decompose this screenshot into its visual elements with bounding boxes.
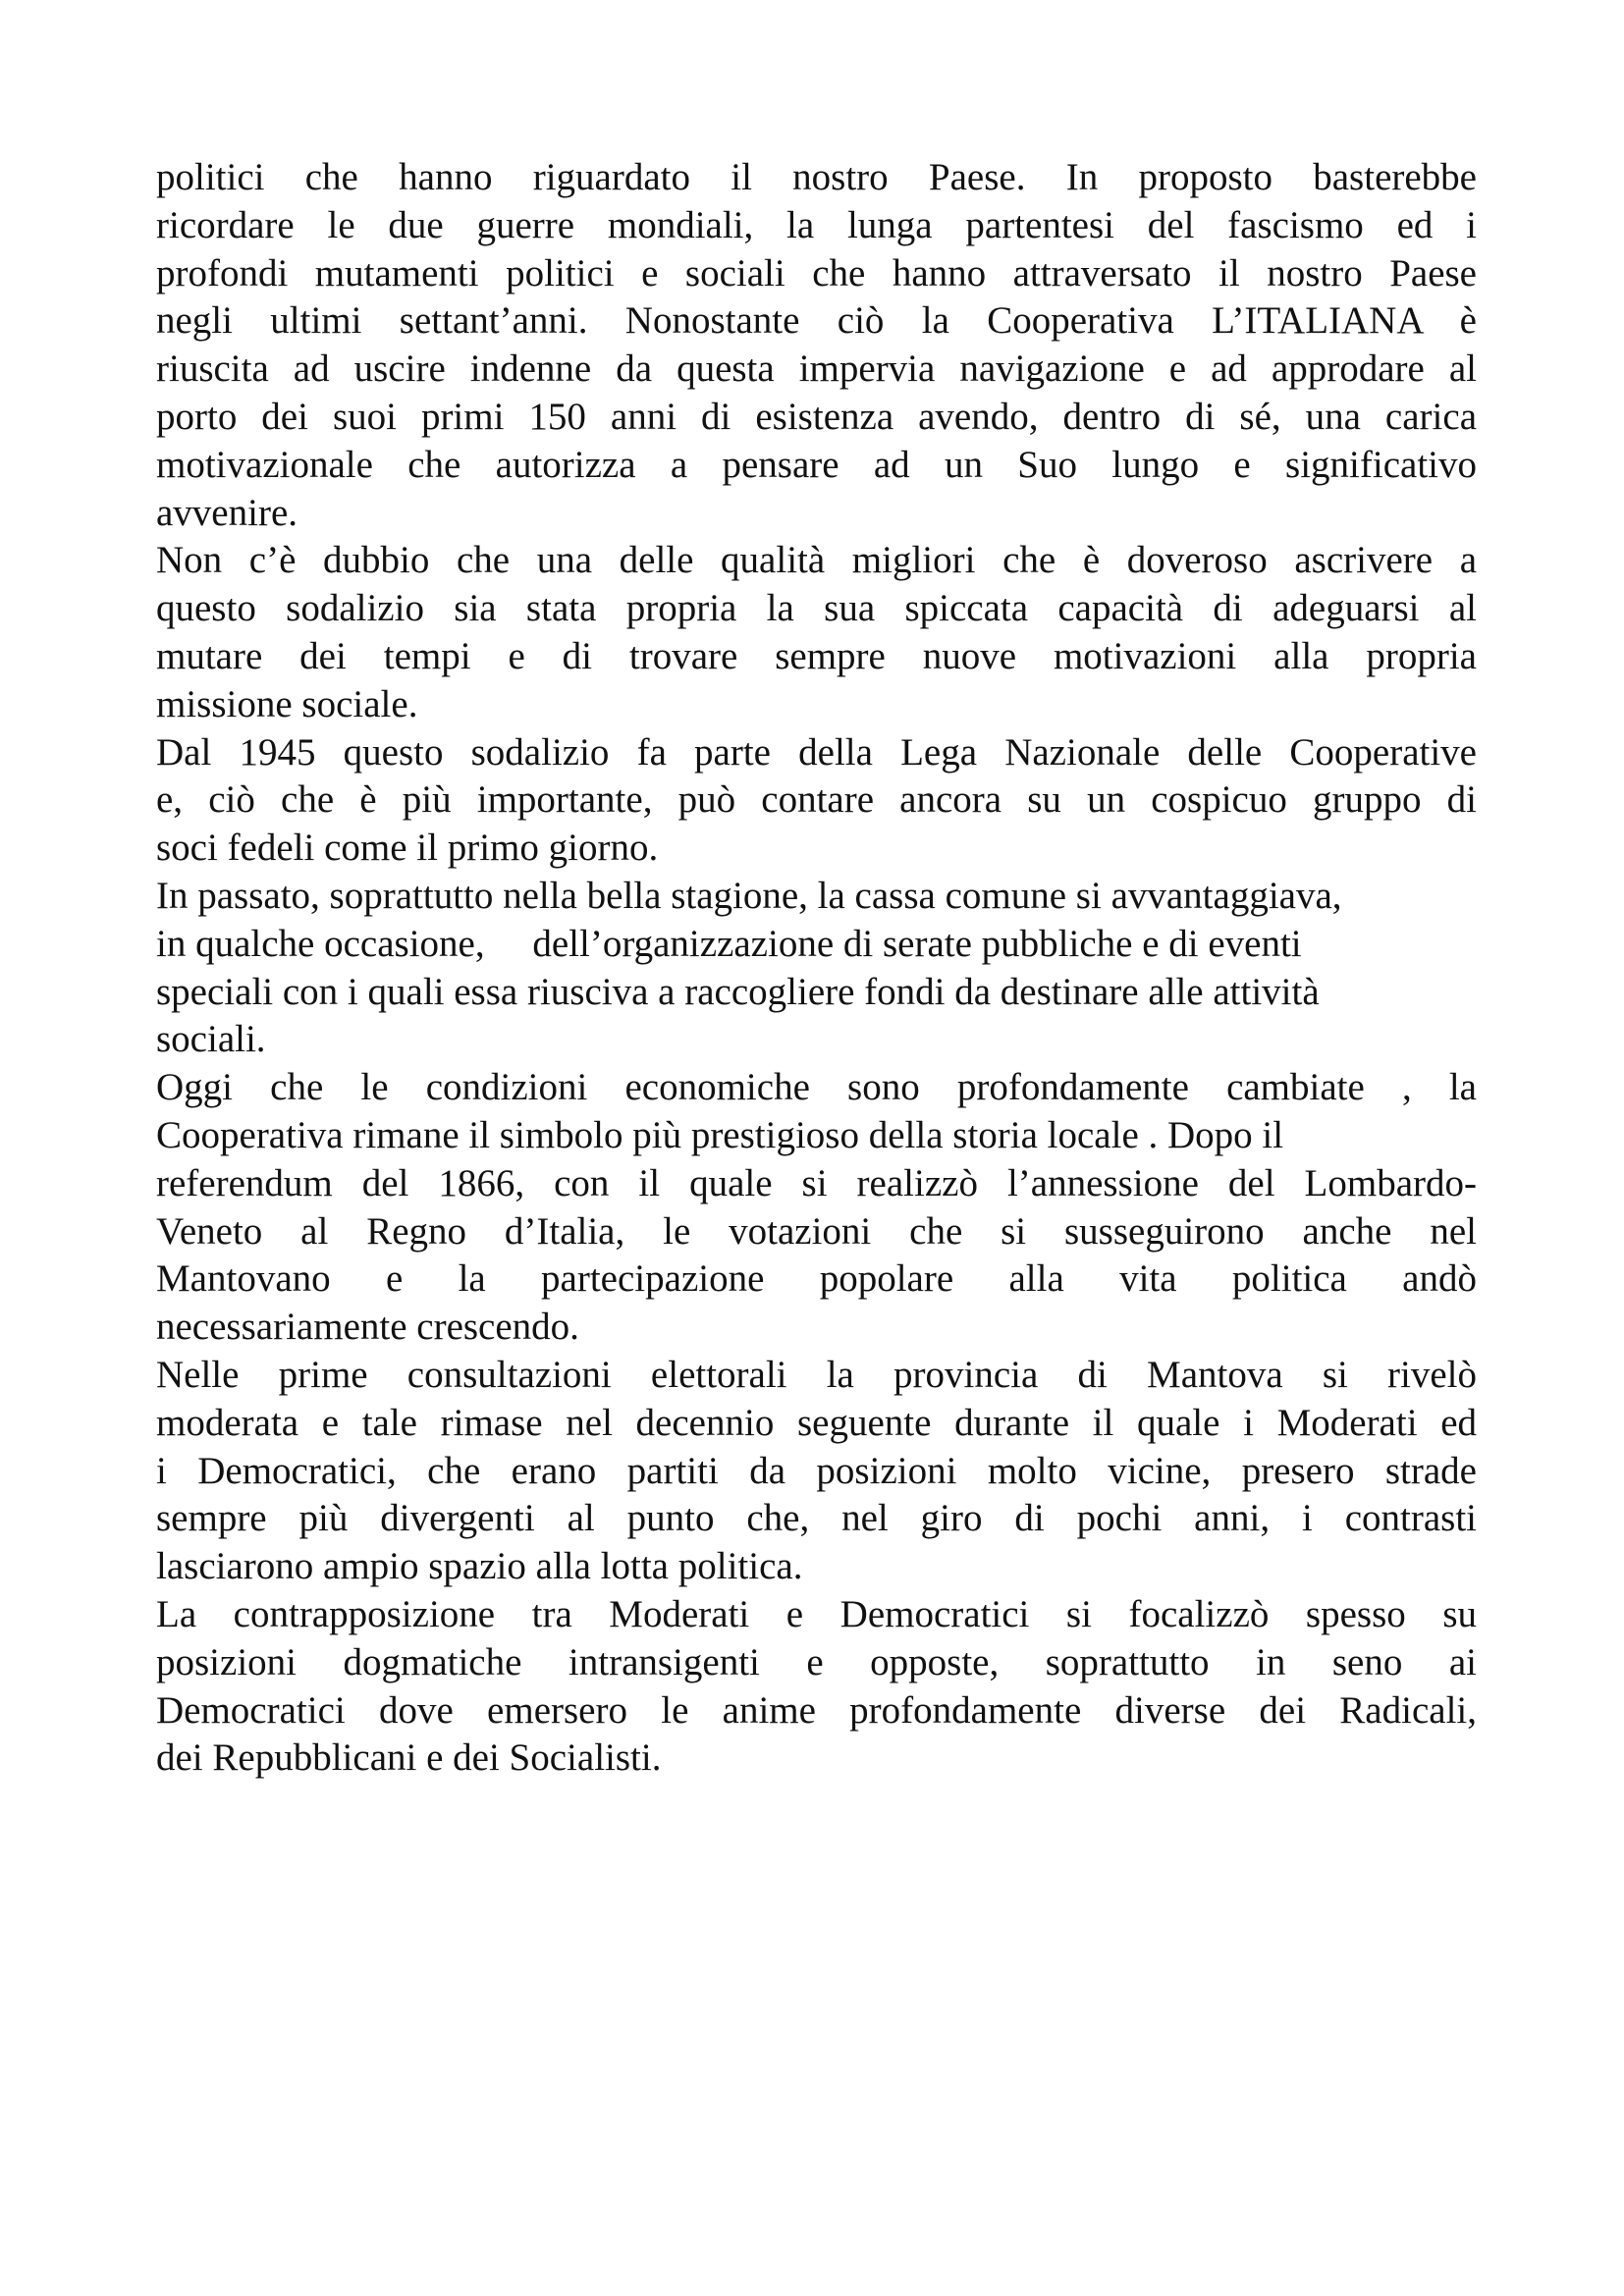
text-line: moderata e tale rimase nel decennio seguente durante il quale i Moderati ed (156, 1401, 1477, 1444)
text-line: sociali. (156, 1018, 266, 1061)
text-line: in qualche occasione, dell’organizzazione di serate pubbliche e di eventi (156, 922, 1302, 965)
text-line: avvenire. (156, 491, 298, 534)
text-line: dei Repubblicani e dei Socialisti. (156, 1736, 662, 1780)
document-body (156, 154, 1477, 1783)
text-line: negli ultimi settant’anni. Nonostante ciò la Cooperativa L’ITALIANA è (156, 299, 1477, 343)
text-line: In passato, soprattutto nella bella stagione, la cassa comune si avvantaggiava, (156, 874, 1342, 917)
text-line: questo sodalizio sia stata propria la sua spiccata capacità di adeguarsi al (156, 587, 1477, 630)
text-line: soci fedeli come il primo giorno. (156, 827, 659, 870)
text-line: e, ciò che è più importante, può contare ancora su un cospicuo gruppo di (156, 778, 1477, 822)
text-line: La contrapposizione tra Moderati e Democratici si focalizzò spesso su (156, 1592, 1477, 1635)
text-line: profondi mutamenti politici e sociali che hanno attraversato il nostro Paese (156, 251, 1477, 294)
paragraph (156, 1352, 1477, 1591)
text-line: Mantovano e la partecipazione popolare alla vita politica andò (156, 1257, 1477, 1301)
text-line: Nelle prime consultazioni elettorali la provincia di Mantova si rivelò (156, 1353, 1477, 1396)
paragraph (156, 1591, 1477, 1783)
paragraph (156, 873, 1477, 1064)
text-line: referendum del 1866, con il quale si realizzò l’annessione del Lombardo- (156, 1161, 1477, 1204)
text-line: lasciarono ampio spazio alla lotta politica. (156, 1545, 803, 1588)
text-line: Dal 1945 questo sodalizio fa parte della Lega Nazionale delle Cooperative (156, 730, 1477, 774)
text-line: speciali con i quali essa riusciva a raccogliere fondi da destinare alle attività (156, 970, 1320, 1013)
text-line: necessariamente crescendo. (156, 1306, 579, 1349)
text-line: sempre più divergenti al punto che, nel giro di pochi anni, i contrasti (156, 1497, 1477, 1540)
paragraph (156, 1064, 1477, 1352)
text-line: ricordare le due guerre mondiali, la lunga partentesi del fascismo ed i (156, 203, 1477, 246)
text-line: politici che hanno riguardato il nostro Paese. In proposto basterebbe (156, 156, 1477, 198)
text-line: missione sociale. (156, 682, 418, 725)
text-line: Democratici dove emersero le anime profondamente diverse dei Radicali, (156, 1688, 1477, 1732)
text-line: Non c’è dubbio che una delle qualità migliori che è doveroso ascrivere a (156, 539, 1477, 582)
text-line: posizioni dogmatiche intransigenti e opposte, soprattutto in seno ai (156, 1640, 1477, 1683)
text-line: Cooperativa rimane il simbolo più prestigioso della storia locale . Dopo il (156, 1113, 1284, 1156)
paragraph (156, 154, 1477, 537)
text-line: mutare dei tempi e di trovare sempre nuove motivazioni alla propria (156, 634, 1477, 677)
text-line: Oggi che le condizioni economiche sono profondamente cambiate , la (156, 1066, 1477, 1109)
text-line: motivazionale che autorizza a pensare ad un Suo lungo e significativo (156, 443, 1477, 486)
text-line: i Democratici, che erano partiti da posizioni molto vicine, presero strade (156, 1449, 1477, 1492)
text-line: riuscita ad uscire indenne da questa impervia navigazione e ad approdare al (156, 347, 1477, 391)
paragraph (156, 729, 1477, 873)
text-line: porto dei suoi primi 150 anni di esistenza avendo, dentro di sé, una carica (156, 395, 1477, 438)
text-line: Veneto al Regno d’Italia, le votazioni che si susseguirono anche nel (156, 1209, 1477, 1253)
paragraph (156, 537, 1477, 728)
